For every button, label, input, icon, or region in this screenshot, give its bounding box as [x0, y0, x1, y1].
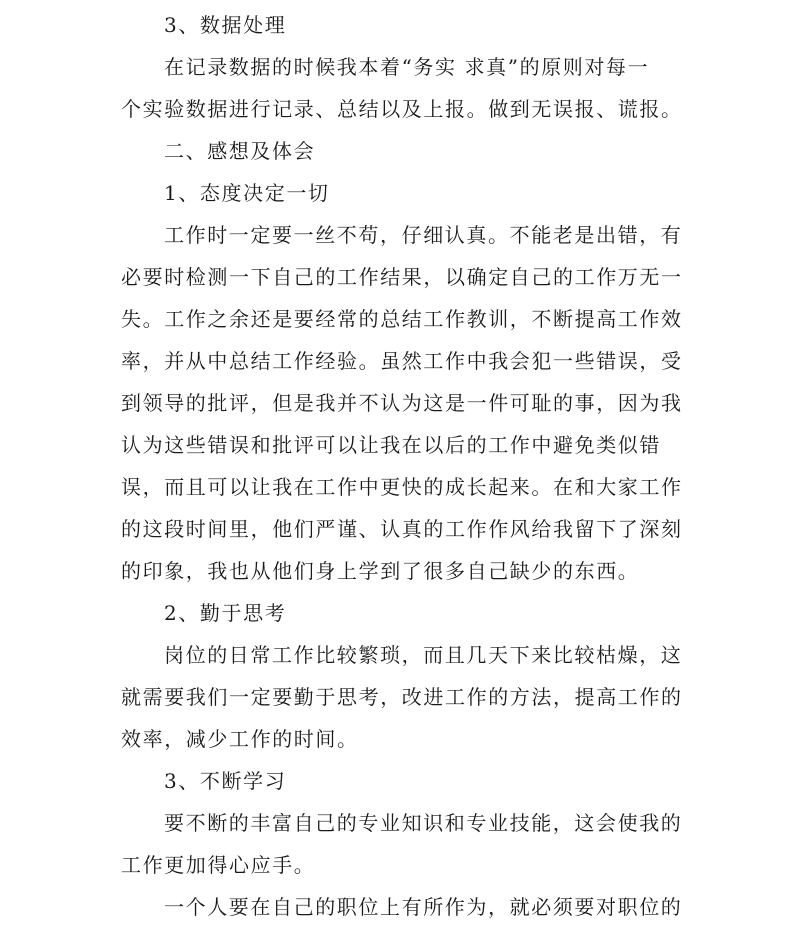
paragraph-line: 就需要我们一定要勤于思考，改进工作的方法，提高工作的: [121, 685, 683, 709]
heading-data-processing: 3、数据处理: [164, 13, 287, 37]
paragraph-line: 到领导的批评，但是我并不认为这是一件可耻的事，因为我: [121, 391, 683, 415]
paragraph-line: 工作更加得心应手。: [121, 853, 316, 877]
heading-learning: 3、不断学习: [164, 769, 287, 793]
heading-thinking: 2、勤于思考: [164, 601, 287, 625]
paragraph-line: 的印象，我也从他们身上学到了很多自己缺少的东西。: [121, 559, 640, 583]
paragraph-line: 率，并从中总结工作经验。虽然工作中我会犯一些错误，受: [121, 349, 683, 373]
paragraph-line: 一个人要在自己的职位上有所作为，就必须要对职位的: [164, 895, 683, 919]
paragraph-line: 工作时一定要一丝不苟，仔细认真。不能老是出错，有: [164, 223, 683, 247]
paragraph-line: 失。工作之余还是要经常的总结工作教训，不断提高工作效: [121, 307, 683, 331]
paragraph-line: 误，而且可以让我在工作中更快的成长起来。在和大家工作: [121, 475, 683, 499]
paragraph-line: 认为这些错误和批评可以让我在以后的工作中避免类似错: [121, 433, 661, 457]
paragraph-line: 必要时检测一下自己的工作结果，以确定自己的工作万无一: [121, 265, 683, 289]
paragraph-line: 在记录数据的时候我本着“务实 求真”的原则对每一: [164, 55, 650, 79]
paragraph-line: 的这段时间里，他们严谨、认真的工作作风给我留下了深刻: [121, 517, 683, 541]
paragraph-line: 岗位的日常工作比较繁琐，而且几天下来比较枯燥，这: [164, 643, 683, 667]
paragraph-line: 效率，减少工作的时间。: [121, 727, 359, 751]
paragraph-line: 个实验数据进行记录、总结以及上报。做到无误报、谎报。: [121, 97, 683, 121]
paragraph-line: 要不断的丰富自己的专业知识和专业技能，这会使我的: [164, 811, 683, 835]
heading-reflections: 二、感想及体会: [164, 139, 316, 163]
heading-attitude: 1、态度决定一切: [164, 181, 330, 205]
